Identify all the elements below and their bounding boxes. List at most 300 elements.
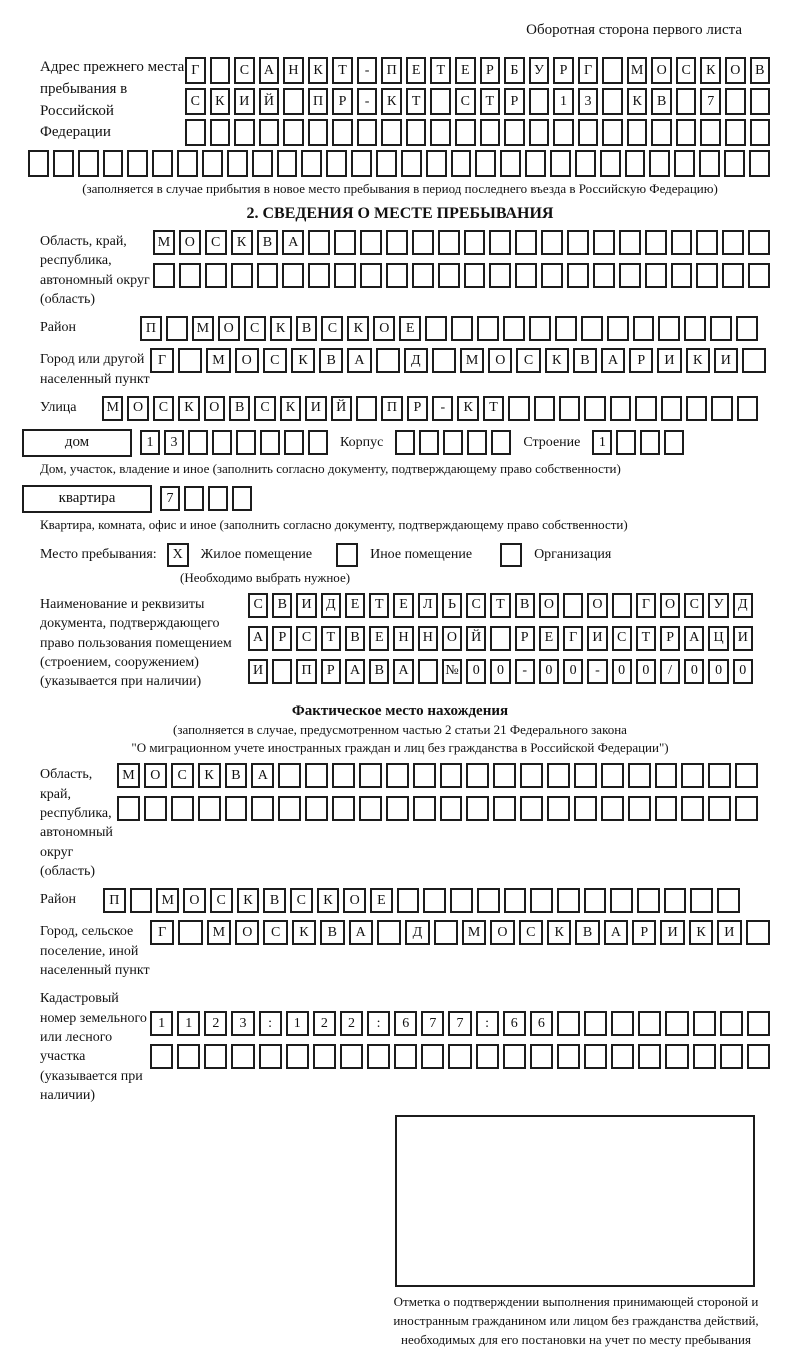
char-cell[interactable]	[178, 348, 202, 373]
char-cell[interactable]	[489, 263, 511, 288]
char-cell[interactable]: М	[153, 230, 175, 255]
char-cell[interactable]: О	[660, 593, 680, 618]
char-cell[interactable]	[283, 88, 304, 115]
char-cell[interactable]: К	[627, 88, 648, 115]
char-cell[interactable]	[602, 88, 623, 115]
char-cell[interactable]	[188, 430, 208, 455]
char-cell[interactable]: В	[229, 396, 250, 421]
char-cell[interactable]	[377, 920, 401, 945]
char-cell[interactable]: 0	[684, 659, 704, 684]
stay-type-checkbox-residential[interactable]: X	[167, 543, 189, 567]
char-cell[interactable]	[225, 796, 248, 821]
char-cell[interactable]: В	[651, 88, 672, 115]
char-cell[interactable]: О	[651, 57, 672, 84]
char-cell[interactable]	[426, 150, 447, 177]
char-cell[interactable]	[742, 348, 766, 373]
char-cell[interactable]: О	[587, 593, 607, 618]
char-cell[interactable]: Й	[331, 396, 352, 421]
char-cell[interactable]: О	[373, 316, 395, 341]
char-cell[interactable]	[735, 763, 758, 788]
char-cell[interactable]	[661, 396, 682, 421]
char-cell[interactable]	[185, 119, 206, 146]
char-cell[interactable]	[334, 263, 356, 288]
char-cell[interactable]: К	[689, 920, 713, 945]
char-cell[interactable]: Е	[406, 57, 427, 84]
char-cell[interactable]	[202, 150, 223, 177]
char-cell[interactable]: Н	[283, 57, 304, 84]
char-cell[interactable]: Й	[259, 88, 280, 115]
char-cell[interactable]: 0	[636, 659, 656, 684]
char-cell[interactable]: С	[519, 920, 543, 945]
char-cell[interactable]: А	[345, 659, 365, 684]
char-cell[interactable]: Р	[629, 348, 653, 373]
char-cell[interactable]: С	[684, 593, 704, 618]
char-cell[interactable]	[665, 1044, 688, 1069]
char-cell[interactable]: А	[282, 230, 304, 255]
char-cell[interactable]	[308, 119, 329, 146]
char-cell[interactable]	[504, 119, 525, 146]
char-cell[interactable]: М	[627, 57, 648, 84]
char-cell[interactable]: С	[254, 396, 275, 421]
house-type-box[interactable]: дом	[22, 429, 132, 457]
char-cell[interactable]	[722, 263, 744, 288]
char-cell[interactable]	[600, 150, 621, 177]
char-cell[interactable]	[633, 316, 655, 341]
char-cell[interactable]	[423, 888, 446, 913]
char-cell[interactable]	[419, 430, 439, 455]
char-cell[interactable]	[359, 796, 382, 821]
char-cell[interactable]: О	[343, 888, 366, 913]
char-cell[interactable]	[236, 430, 256, 455]
char-cell[interactable]	[717, 888, 740, 913]
char-cell[interactable]: И	[248, 659, 268, 684]
char-cell[interactable]	[177, 150, 198, 177]
char-cell[interactable]: 6	[394, 1011, 417, 1036]
char-cell[interactable]	[448, 1044, 471, 1069]
char-cell[interactable]: 7	[448, 1011, 471, 1036]
char-cell[interactable]	[150, 1044, 173, 1069]
char-cell[interactable]: 1	[592, 430, 612, 455]
char-cell[interactable]: -	[357, 57, 378, 84]
char-cell[interactable]: Т	[332, 57, 353, 84]
char-cell[interactable]	[529, 88, 550, 115]
char-cell[interactable]	[635, 396, 656, 421]
char-cell[interactable]	[451, 316, 473, 341]
char-cell[interactable]	[278, 796, 301, 821]
char-cell[interactable]: 0	[466, 659, 486, 684]
char-cell[interactable]	[746, 920, 770, 945]
char-cell[interactable]	[503, 316, 525, 341]
char-cell[interactable]: С	[516, 348, 540, 373]
char-cell[interactable]: Т	[406, 88, 427, 115]
char-cell[interactable]	[708, 796, 731, 821]
char-cell[interactable]: К	[686, 348, 710, 373]
char-cell[interactable]	[655, 796, 678, 821]
char-cell[interactable]	[736, 316, 758, 341]
char-cell[interactable]: В	[257, 230, 279, 255]
char-cell[interactable]: М	[460, 348, 484, 373]
char-cell[interactable]	[550, 150, 571, 177]
char-cell[interactable]	[619, 230, 641, 255]
char-cell[interactable]: А	[604, 920, 628, 945]
char-cell[interactable]: Д	[405, 920, 429, 945]
char-cell[interactable]	[720, 1011, 743, 1036]
char-cell[interactable]: У	[529, 57, 550, 84]
char-cell[interactable]: И	[660, 920, 684, 945]
char-cell[interactable]	[198, 796, 221, 821]
char-cell[interactable]: О	[235, 348, 259, 373]
char-cell[interactable]: Е	[393, 593, 413, 618]
char-cell[interactable]	[425, 316, 447, 341]
char-cell[interactable]	[547, 796, 570, 821]
char-cell[interactable]: О	[490, 920, 514, 945]
char-cell[interactable]	[208, 486, 228, 511]
char-cell[interactable]: П	[381, 396, 402, 421]
char-cell[interactable]: А	[684, 626, 704, 651]
char-cell[interactable]	[252, 150, 273, 177]
char-cell[interactable]	[515, 263, 537, 288]
char-cell[interactable]: :	[259, 1011, 282, 1036]
char-cell[interactable]: М	[102, 396, 123, 421]
char-cell[interactable]: В	[573, 348, 597, 373]
char-cell[interactable]	[530, 888, 553, 913]
char-cell[interactable]: Т	[321, 626, 341, 651]
char-cell[interactable]	[272, 659, 292, 684]
char-cell[interactable]: Д	[733, 593, 753, 618]
char-cell[interactable]: О	[218, 316, 240, 341]
char-cell[interactable]: В	[296, 316, 318, 341]
char-cell[interactable]: Е	[455, 57, 476, 84]
char-cell[interactable]	[401, 150, 422, 177]
char-cell[interactable]	[607, 316, 629, 341]
char-cell[interactable]	[477, 316, 499, 341]
char-cell[interactable]	[489, 230, 511, 255]
char-cell[interactable]: К	[178, 396, 199, 421]
char-cell[interactable]	[438, 230, 460, 255]
char-cell[interactable]: М	[117, 763, 140, 788]
char-cell[interactable]: Т	[636, 626, 656, 651]
char-cell[interactable]	[204, 1044, 227, 1069]
char-cell[interactable]	[602, 57, 623, 84]
char-cell[interactable]	[130, 888, 153, 913]
char-cell[interactable]	[412, 230, 434, 255]
char-cell[interactable]: -	[515, 659, 535, 684]
char-cell[interactable]: К	[381, 88, 402, 115]
char-cell[interactable]	[438, 263, 460, 288]
char-cell[interactable]	[308, 430, 328, 455]
char-cell[interactable]	[616, 430, 636, 455]
char-cell[interactable]	[567, 263, 589, 288]
char-cell[interactable]	[748, 230, 770, 255]
char-cell[interactable]	[610, 888, 633, 913]
char-cell[interactable]: О	[488, 348, 512, 373]
char-cell[interactable]: -	[357, 88, 378, 115]
char-cell[interactable]	[443, 430, 463, 455]
char-cell[interactable]	[578, 119, 599, 146]
char-cell[interactable]	[360, 263, 382, 288]
char-cell[interactable]: А	[349, 920, 373, 945]
char-cell[interactable]: №	[442, 659, 462, 684]
char-cell[interactable]: П	[308, 88, 329, 115]
char-cell[interactable]	[210, 57, 231, 84]
char-cell[interactable]: С	[455, 88, 476, 115]
char-cell[interactable]	[627, 119, 648, 146]
char-cell[interactable]	[412, 263, 434, 288]
char-cell[interactable]: К	[347, 316, 369, 341]
char-cell[interactable]	[584, 888, 607, 913]
char-cell[interactable]	[231, 1044, 254, 1069]
char-cell[interactable]: 3	[578, 88, 599, 115]
char-cell[interactable]	[397, 888, 420, 913]
char-cell[interactable]	[432, 348, 456, 373]
char-cell[interactable]	[476, 1044, 499, 1069]
char-cell[interactable]	[450, 888, 473, 913]
char-cell[interactable]	[541, 230, 563, 255]
char-cell[interactable]	[179, 263, 201, 288]
char-cell[interactable]	[515, 230, 537, 255]
char-cell[interactable]	[117, 796, 140, 821]
char-cell[interactable]: -	[432, 396, 453, 421]
char-cell[interactable]: И	[234, 88, 255, 115]
char-cell[interactable]	[466, 763, 489, 788]
char-cell[interactable]	[651, 119, 672, 146]
char-cell[interactable]: И	[296, 593, 316, 618]
char-cell[interactable]	[559, 396, 580, 421]
stay-type-checkbox-other[interactable]	[336, 543, 358, 567]
char-cell[interactable]	[376, 150, 397, 177]
char-cell[interactable]	[413, 763, 436, 788]
char-cell[interactable]: О	[442, 626, 462, 651]
char-cell[interactable]	[640, 430, 660, 455]
char-cell[interactable]: А	[251, 763, 274, 788]
char-cell[interactable]: Н	[418, 626, 438, 651]
char-cell[interactable]	[305, 763, 328, 788]
char-cell[interactable]: 0	[539, 659, 559, 684]
char-cell[interactable]	[593, 263, 615, 288]
char-cell[interactable]	[747, 1011, 770, 1036]
char-cell[interactable]: В	[575, 920, 599, 945]
char-cell[interactable]	[332, 119, 353, 146]
char-cell[interactable]: О	[183, 888, 206, 913]
char-cell[interactable]: Г	[150, 348, 174, 373]
char-cell[interactable]: И	[717, 920, 741, 945]
char-cell[interactable]	[547, 763, 570, 788]
char-cell[interactable]	[575, 150, 596, 177]
char-cell[interactable]	[601, 763, 624, 788]
char-cell[interactable]: Ь	[442, 593, 462, 618]
char-cell[interactable]: :	[476, 1011, 499, 1036]
char-cell[interactable]	[340, 1044, 363, 1069]
char-cell[interactable]	[628, 796, 651, 821]
char-cell[interactable]: В	[345, 626, 365, 651]
char-cell[interactable]	[283, 119, 304, 146]
char-cell[interactable]	[308, 230, 330, 255]
char-cell[interactable]	[530, 1044, 553, 1069]
char-cell[interactable]	[251, 796, 274, 821]
char-cell[interactable]: И	[657, 348, 681, 373]
char-cell[interactable]: Е	[369, 626, 389, 651]
char-cell[interactable]	[286, 1044, 309, 1069]
char-cell[interactable]	[557, 1044, 580, 1069]
char-cell[interactable]	[504, 888, 527, 913]
char-cell[interactable]	[259, 119, 280, 146]
char-cell[interactable]: В	[225, 763, 248, 788]
char-cell[interactable]: Р	[515, 626, 535, 651]
char-cell[interactable]	[231, 263, 253, 288]
char-cell[interactable]	[493, 763, 516, 788]
char-cell[interactable]	[638, 1044, 661, 1069]
char-cell[interactable]	[451, 150, 472, 177]
char-cell[interactable]: 3	[231, 1011, 254, 1036]
char-cell[interactable]: 2	[313, 1011, 336, 1036]
char-cell[interactable]	[735, 796, 758, 821]
char-cell[interactable]	[693, 1044, 716, 1069]
char-cell[interactable]: Г	[185, 57, 206, 84]
char-cell[interactable]	[475, 150, 496, 177]
char-cell[interactable]: А	[347, 348, 371, 373]
char-cell[interactable]: П	[296, 659, 316, 684]
char-cell[interactable]	[671, 230, 693, 255]
char-cell[interactable]	[664, 888, 687, 913]
char-cell[interactable]	[655, 763, 678, 788]
char-cell[interactable]	[750, 119, 771, 146]
char-cell[interactable]	[177, 1044, 200, 1069]
char-cell[interactable]: К	[231, 230, 253, 255]
char-cell[interactable]: Т	[369, 593, 389, 618]
char-cell[interactable]: Л	[418, 593, 438, 618]
char-cell[interactable]: 0	[733, 659, 753, 684]
char-cell[interactable]	[205, 263, 227, 288]
char-cell[interactable]: 2	[204, 1011, 227, 1036]
char-cell[interactable]: С	[234, 57, 255, 84]
char-cell[interactable]	[508, 396, 529, 421]
char-cell[interactable]: Г	[150, 920, 174, 945]
char-cell[interactable]	[711, 396, 732, 421]
char-cell[interactable]	[171, 796, 194, 821]
char-cell[interactable]: К	[308, 57, 329, 84]
char-cell[interactable]	[696, 230, 718, 255]
char-cell[interactable]	[503, 1044, 526, 1069]
char-cell[interactable]: Д	[321, 593, 341, 618]
char-cell[interactable]: 0	[612, 659, 632, 684]
char-cell[interactable]	[367, 1044, 390, 1069]
char-cell[interactable]	[612, 593, 632, 618]
char-cell[interactable]: С	[263, 920, 287, 945]
char-cell[interactable]	[584, 396, 605, 421]
char-cell[interactable]: М	[462, 920, 486, 945]
char-cell[interactable]	[693, 1011, 716, 1036]
char-cell[interactable]	[103, 150, 124, 177]
char-cell[interactable]	[625, 150, 646, 177]
char-cell[interactable]	[212, 430, 232, 455]
char-cell[interactable]	[359, 763, 382, 788]
char-cell[interactable]: 1	[286, 1011, 309, 1036]
char-cell[interactable]: И	[305, 396, 326, 421]
char-cell[interactable]	[467, 430, 487, 455]
char-cell[interactable]	[127, 150, 148, 177]
char-cell[interactable]: В	[515, 593, 535, 618]
char-cell[interactable]	[440, 763, 463, 788]
char-cell[interactable]: /	[660, 659, 680, 684]
char-cell[interactable]: О	[539, 593, 559, 618]
char-cell[interactable]: 7	[160, 486, 180, 511]
char-cell[interactable]: 1	[150, 1011, 173, 1036]
char-cell[interactable]: Б	[504, 57, 525, 84]
char-cell[interactable]: 1	[177, 1011, 200, 1036]
char-cell[interactable]	[574, 796, 597, 821]
char-cell[interactable]: И	[714, 348, 738, 373]
char-cell[interactable]: У	[708, 593, 728, 618]
char-cell[interactable]	[610, 396, 631, 421]
char-cell[interactable]	[671, 263, 693, 288]
char-cell[interactable]	[234, 119, 255, 146]
char-cell[interactable]: Ц	[708, 626, 728, 651]
char-cell[interactable]	[477, 888, 500, 913]
char-cell[interactable]: Й	[466, 626, 486, 651]
char-cell[interactable]	[529, 316, 551, 341]
char-cell[interactable]: С	[171, 763, 194, 788]
char-cell[interactable]: 7	[700, 88, 721, 115]
char-cell[interactable]	[386, 263, 408, 288]
char-cell[interactable]: Г	[578, 57, 599, 84]
char-cell[interactable]: В	[320, 920, 344, 945]
char-cell[interactable]	[301, 150, 322, 177]
char-cell[interactable]	[619, 263, 641, 288]
char-cell[interactable]: К	[237, 888, 260, 913]
char-cell[interactable]	[434, 920, 458, 945]
char-cell[interactable]	[351, 150, 372, 177]
char-cell[interactable]	[152, 150, 173, 177]
char-cell[interactable]	[334, 230, 356, 255]
char-cell[interactable]: В	[263, 888, 286, 913]
char-cell[interactable]: К	[457, 396, 478, 421]
char-cell[interactable]	[357, 119, 378, 146]
char-cell[interactable]	[725, 88, 746, 115]
char-cell[interactable]: 0	[563, 659, 583, 684]
char-cell[interactable]: О	[235, 920, 259, 945]
char-cell[interactable]: О	[179, 230, 201, 255]
char-cell[interactable]	[611, 1044, 634, 1069]
char-cell[interactable]: Г	[636, 593, 656, 618]
char-cell[interactable]: 6	[503, 1011, 526, 1036]
char-cell[interactable]	[525, 150, 546, 177]
char-cell[interactable]: 1	[553, 88, 574, 115]
char-cell[interactable]: Р	[407, 396, 428, 421]
char-cell[interactable]	[53, 150, 74, 177]
char-cell[interactable]	[749, 150, 770, 177]
char-cell[interactable]: В	[319, 348, 343, 373]
char-cell[interactable]: П	[140, 316, 162, 341]
char-cell[interactable]	[464, 230, 486, 255]
char-cell[interactable]	[178, 920, 202, 945]
char-cell[interactable]	[260, 430, 280, 455]
char-cell[interactable]: Р	[660, 626, 680, 651]
char-cell[interactable]	[184, 486, 204, 511]
char-cell[interactable]	[601, 796, 624, 821]
char-cell[interactable]	[567, 230, 589, 255]
char-cell[interactable]: 0	[708, 659, 728, 684]
char-cell[interactable]	[676, 88, 697, 115]
char-cell[interactable]	[722, 230, 744, 255]
char-cell[interactable]: С	[205, 230, 227, 255]
char-cell[interactable]	[574, 763, 597, 788]
char-cell[interactable]: С	[210, 888, 233, 913]
char-cell[interactable]	[490, 626, 510, 651]
char-cell[interactable]: Д	[404, 348, 428, 373]
char-cell[interactable]	[638, 1011, 661, 1036]
char-cell[interactable]: Е	[539, 626, 559, 651]
char-cell[interactable]	[725, 119, 746, 146]
